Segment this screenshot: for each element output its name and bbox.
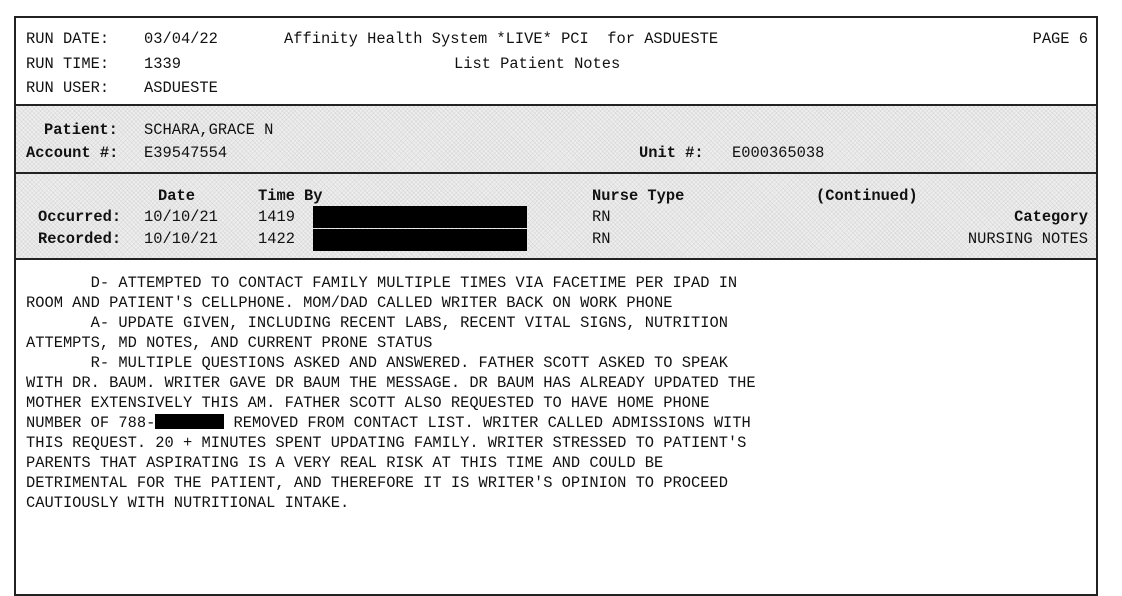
recorded-date: 10/10/21 [144, 230, 218, 248]
system-title: Affinity Health System *LIVE* PCI for ASDUESTE [284, 30, 719, 48]
recorded-time: 1422 [258, 230, 295, 248]
run-date-label: RUN DATE: [26, 30, 110, 48]
note-line: DETRIMENTAL FOR THE PATIENT, AND THEREFORE IT IS WRITER'S OPINION TO PROCEED [26, 474, 728, 492]
patient-section [16, 106, 1096, 174]
continued-label: (Continued) [816, 187, 918, 205]
note-line: THIS REQUEST. 20 + MINUTES SPENT UPDATING FAMILY. WRITER STRESSED TO PATIENT'S [26, 434, 747, 452]
unit-label: Unit #: [639, 144, 704, 162]
occurred-date: 10/10/21 [144, 208, 218, 226]
note-meta-section [16, 174, 1096, 260]
col-date: Date [158, 187, 195, 205]
report-title: List Patient Notes [454, 55, 621, 73]
run-time: 1339 [144, 55, 181, 73]
page-number: PAGE 6 [1032, 30, 1088, 48]
account-label: Account #: [26, 144, 119, 162]
category-label: Category [1014, 208, 1088, 226]
occurred-time: 1419 [258, 208, 295, 226]
redaction-occurred-by [313, 206, 527, 228]
account-number: E39547554 [144, 144, 228, 162]
col-nurse-type: Nurse Type [592, 187, 685, 205]
redaction-phone [155, 414, 224, 429]
note-line: ROOM AND PATIENT'S CELLPHONE. MOM/DAD CALLED WRITER BACK ON WORK PHONE [26, 294, 673, 312]
report-header [16, 18, 1096, 106]
occurred-label: Occurred: [38, 208, 122, 226]
note-line: A- UPDATE GIVEN, INCLUDING RECENT LABS, RECENT VITAL SIGNS, NUTRITION [26, 314, 728, 332]
note-line: D- ATTEMPTED TO CONTACT FAMILY MULTIPLE TIMES VIA FACETIME PER IPAD IN [26, 274, 738, 292]
note-line-phone [26, 414, 751, 433]
note-line: ATTEMPTS, MD NOTES, AND CURRENT PRONE STATUS [26, 334, 433, 352]
col-time: Time [258, 187, 295, 205]
col-by: By [304, 187, 323, 205]
unit-number: E000365038 [732, 144, 825, 162]
run-user-label: RUN USER: [26, 79, 110, 97]
run-time-label: RUN TIME: [26, 55, 110, 73]
note-line: WITH DR. BAUM. WRITER GAVE DR BAUM THE MESSAGE. DR BAUM HAS ALREADY UPDATED THE [26, 374, 756, 392]
occurred-nurse-type: RN [592, 208, 611, 226]
recorded-label: Recorded: [38, 230, 122, 248]
patient-label: Patient: [44, 121, 118, 139]
report-frame [14, 16, 1098, 596]
redaction-recorded-by [313, 229, 527, 251]
run-user: ASDUESTE [144, 79, 218, 97]
note-category: NURSING NOTES [967, 230, 1088, 248]
patient-name: SCHARA,GRACE N [144, 121, 274, 139]
note-line: CAUTIOUSLY WITH NUTRITIONAL INTAKE. [26, 494, 350, 512]
recorded-nurse-type: RN [592, 230, 611, 248]
run-date: 03/04/22 [144, 30, 218, 48]
phone-line-tail: REMOVED FROM CONTACT LIST. WRITER CALLED ADMISSIONS WITH [224, 414, 751, 432]
note-line: R- MULTIPLE QUESTIONS ASKED AND ANSWERED. FATHER SCOTT ASKED TO SPEAK [26, 354, 728, 372]
note-line: MOTHER EXTENSIVELY THIS AM. FATHER SCOTT ALSO REQUESTED TO HAVE HOME PHONE [26, 394, 710, 412]
note-line: PARENTS THAT ASPIRATING IS A VERY REAL RISK AT THIS TIME AND COULD BE [26, 454, 664, 472]
phone-prefix: NUMBER OF 788- [26, 414, 156, 432]
